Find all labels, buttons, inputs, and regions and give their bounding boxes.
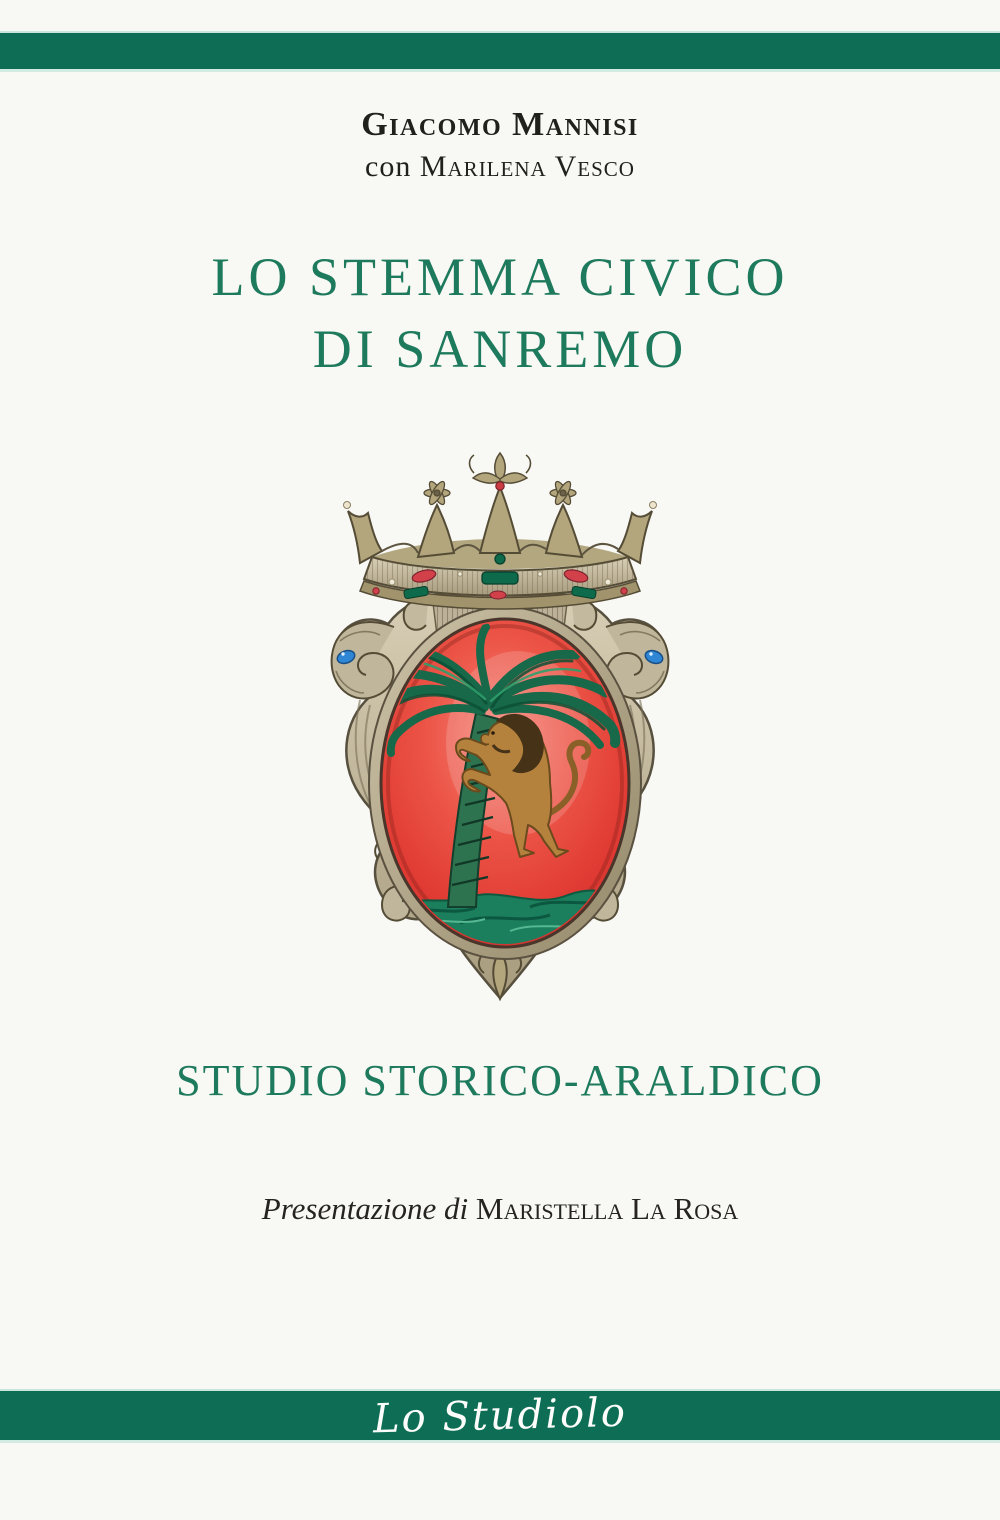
- crown: [344, 453, 657, 609]
- sanremo-coat-of-arms-illustration: [300, 445, 700, 1017]
- red-ball-gem: [496, 482, 504, 490]
- author-primary: Giacomo Mannisi: [361, 106, 639, 143]
- cross-flower-right: [550, 480, 576, 507]
- book-subtitle: STUDIO STORICO-ARALDICO: [176, 1056, 824, 1105]
- book-title-line2: DI SANREMO: [312, 319, 688, 379]
- bottom-green-band: [0, 1389, 1000, 1443]
- publisher-logo: Lo Studiolo: [372, 1389, 628, 1442]
- presentation-name: Maristella La Rosa: [475, 1191, 739, 1226]
- pearl-left: [344, 502, 351, 509]
- author-connector: con: [365, 150, 412, 183]
- top-green-band: [0, 31, 1000, 72]
- book-title: [0, 241, 1000, 385]
- left-scroll: [332, 622, 394, 698]
- presentation-prefix: Presentazione di: [261, 1191, 469, 1226]
- green-gem-band: [482, 572, 518, 584]
- book-title-line1: LO STEMMA CIVICO: [211, 247, 789, 307]
- pearl-right: [650, 502, 657, 509]
- cross-flower-left: [424, 480, 450, 507]
- presentation-credit: [0, 1191, 1000, 1227]
- author-secondary-line: [0, 150, 1000, 184]
- author-secondary: Marilena Vesco: [419, 150, 635, 183]
- green-gem-top: [495, 554, 505, 564]
